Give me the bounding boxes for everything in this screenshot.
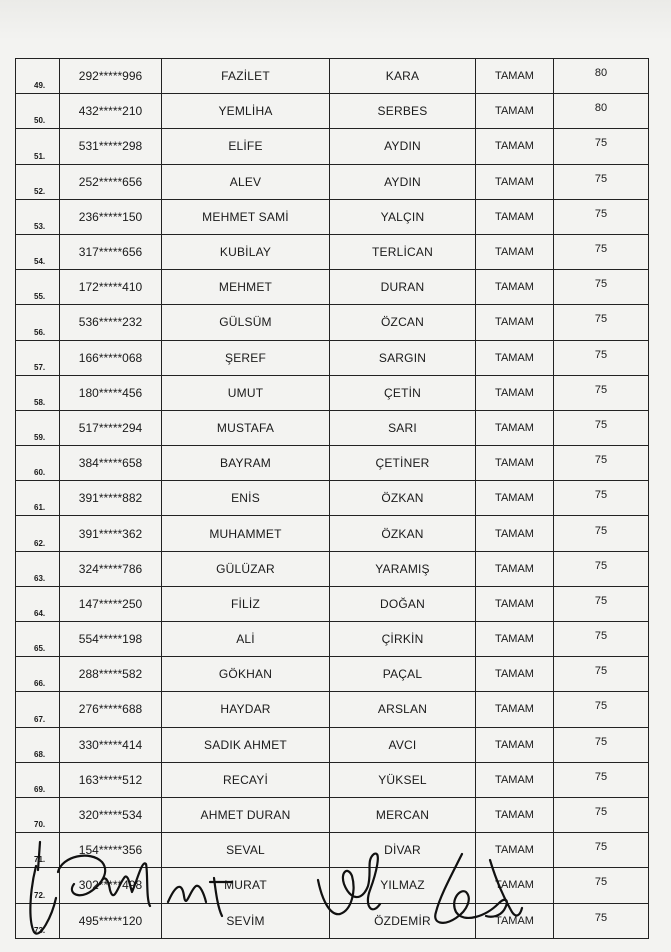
- name-cell: SEVAL: [162, 833, 330, 868]
- id-number-cell: 495*****120: [60, 903, 162, 938]
- row-number: 62.: [16, 516, 60, 551]
- row-number: 57.: [16, 340, 60, 375]
- surname-cell: ÇİRKİN: [330, 622, 476, 657]
- surname-cell: SARGIN: [330, 340, 476, 375]
- surname-cell: DURAN: [330, 270, 476, 305]
- name-cell: RECAYİ: [162, 762, 330, 797]
- status-cell: TAMAM: [476, 481, 554, 516]
- id-number-cell: 391*****362: [60, 516, 162, 551]
- status-cell: TAMAM: [476, 375, 554, 410]
- surname-cell: ÖZKAN: [330, 516, 476, 551]
- status-cell: TAMAM: [476, 833, 554, 868]
- score-cell: 75: [554, 622, 649, 657]
- row-number: 59.: [16, 410, 60, 445]
- signature-2: [318, 854, 380, 915]
- status-cell: TAMAM: [476, 59, 554, 94]
- id-number-cell: 166*****068: [60, 340, 162, 375]
- status-cell: TAMAM: [476, 903, 554, 938]
- id-number-cell: 384*****658: [60, 446, 162, 481]
- status-cell: TAMAM: [476, 516, 554, 551]
- score-cell: 75: [554, 797, 649, 832]
- surname-cell: PAÇAL: [330, 657, 476, 692]
- row-number: 70.: [16, 797, 60, 832]
- id-number-cell: 288*****582: [60, 657, 162, 692]
- score-cell: 75: [554, 305, 649, 340]
- status-cell: TAMAM: [476, 551, 554, 586]
- results-table: [15, 58, 649, 939]
- table-row: [16, 657, 649, 692]
- score-cell: 80: [554, 94, 649, 129]
- id-number-cell: 517*****294: [60, 410, 162, 445]
- name-cell: GÜLÜZAR: [162, 551, 330, 586]
- id-number-cell: 330*****414: [60, 727, 162, 762]
- name-cell: MEHMET SAMİ: [162, 199, 330, 234]
- status-cell: TAMAM: [476, 340, 554, 375]
- table-row: [16, 516, 649, 551]
- name-cell: ENİS: [162, 481, 330, 516]
- signature-1: [30, 842, 232, 934]
- score-cell: 75: [554, 833, 649, 868]
- signature-area: [0, 820, 671, 952]
- surname-cell: DİVAR: [330, 833, 476, 868]
- score-cell: 80: [554, 59, 649, 94]
- surname-cell: YALÇIN: [330, 199, 476, 234]
- status-cell: TAMAM: [476, 270, 554, 305]
- status-cell: TAMAM: [476, 129, 554, 164]
- score-cell: 75: [554, 551, 649, 586]
- score-cell: 75: [554, 481, 649, 516]
- surname-cell: AYDIN: [330, 129, 476, 164]
- row-number: 66.: [16, 657, 60, 692]
- name-cell: BAYRAM: [162, 446, 330, 481]
- score-cell: 75: [554, 234, 649, 269]
- name-cell: SEVİM: [162, 903, 330, 938]
- score-cell: 75: [554, 657, 649, 692]
- status-cell: TAMAM: [476, 622, 554, 657]
- table-row: [16, 551, 649, 586]
- table-row: [16, 481, 649, 516]
- status-cell: TAMAM: [476, 797, 554, 832]
- table-row: [16, 59, 649, 94]
- table-row: [16, 586, 649, 621]
- row-number: 58.: [16, 375, 60, 410]
- surname-cell: TERLİCAN: [330, 234, 476, 269]
- row-number: 60.: [16, 446, 60, 481]
- table-row: [16, 305, 649, 340]
- id-number-cell: 324*****786: [60, 551, 162, 586]
- table-row: [16, 446, 649, 481]
- id-number-cell: 317*****656: [60, 234, 162, 269]
- signatures-drawing: [0, 820, 671, 952]
- score-cell: 75: [554, 868, 649, 903]
- surname-cell: AVCI: [330, 727, 476, 762]
- name-cell: KUBİLAY: [162, 234, 330, 269]
- surname-cell: KARA: [330, 59, 476, 94]
- id-number-cell: 276*****688: [60, 692, 162, 727]
- id-number-cell: 554*****198: [60, 622, 162, 657]
- name-cell: HAYDAR: [162, 692, 330, 727]
- table-row: [16, 340, 649, 375]
- status-cell: TAMAM: [476, 199, 554, 234]
- table-row: [16, 234, 649, 269]
- surname-cell: ÖZDEMİR: [330, 903, 476, 938]
- row-number: 71.: [16, 833, 60, 868]
- score-cell: 75: [554, 516, 649, 551]
- surname-cell: DOĞAN: [330, 586, 476, 621]
- signature-3: [435, 854, 522, 923]
- row-number: 54.: [16, 234, 60, 269]
- id-number-cell: 236*****150: [60, 199, 162, 234]
- surname-cell: ÇETİNER: [330, 446, 476, 481]
- status-cell: TAMAM: [476, 692, 554, 727]
- row-number: 73.: [16, 903, 60, 938]
- table-row: [16, 199, 649, 234]
- name-cell: SADIK AHMET: [162, 727, 330, 762]
- name-cell: FİLİZ: [162, 586, 330, 621]
- status-cell: TAMAM: [476, 727, 554, 762]
- surname-cell: ÖZCAN: [330, 305, 476, 340]
- status-cell: TAMAM: [476, 94, 554, 129]
- status-cell: TAMAM: [476, 762, 554, 797]
- surname-cell: SARI: [330, 410, 476, 445]
- status-cell: TAMAM: [476, 410, 554, 445]
- id-number-cell: 147*****250: [60, 586, 162, 621]
- score-cell: 75: [554, 410, 649, 445]
- id-number-cell: 391*****882: [60, 481, 162, 516]
- status-cell: TAMAM: [476, 164, 554, 199]
- name-cell: UMUT: [162, 375, 330, 410]
- row-number: 61.: [16, 481, 60, 516]
- id-number-cell: 432*****210: [60, 94, 162, 129]
- status-cell: TAMAM: [476, 586, 554, 621]
- row-number: 50.: [16, 94, 60, 129]
- surname-cell: AYDIN: [330, 164, 476, 199]
- score-cell: 75: [554, 446, 649, 481]
- name-cell: MUSTAFA: [162, 410, 330, 445]
- score-cell: 75: [554, 762, 649, 797]
- row-number: 72.: [16, 868, 60, 903]
- status-cell: TAMAM: [476, 868, 554, 903]
- name-cell: GÜLSÜM: [162, 305, 330, 340]
- table-row: [16, 375, 649, 410]
- id-number-cell: 536*****232: [60, 305, 162, 340]
- row-number: 63.: [16, 551, 60, 586]
- id-number-cell: 252*****656: [60, 164, 162, 199]
- score-cell: 75: [554, 375, 649, 410]
- row-number: 55.: [16, 270, 60, 305]
- name-cell: ALİ: [162, 622, 330, 657]
- surname-cell: MERCAN: [330, 797, 476, 832]
- status-cell: TAMAM: [476, 234, 554, 269]
- row-number: 69.: [16, 762, 60, 797]
- table-row: [16, 762, 649, 797]
- table-row: [16, 270, 649, 305]
- surname-cell: ÇETİN: [330, 375, 476, 410]
- row-number: 49.: [16, 59, 60, 94]
- name-cell: GÖKHAN: [162, 657, 330, 692]
- score-cell: 75: [554, 129, 649, 164]
- table-row: [16, 622, 649, 657]
- surname-cell: ARSLAN: [330, 692, 476, 727]
- id-number-cell: 320*****534: [60, 797, 162, 832]
- id-number-cell: 172*****410: [60, 270, 162, 305]
- table-row: [16, 692, 649, 727]
- table-row: [16, 410, 649, 445]
- row-number: 53.: [16, 199, 60, 234]
- name-cell: FAZİLET: [162, 59, 330, 94]
- id-number-cell: 163*****512: [60, 762, 162, 797]
- name-cell: MURAT: [162, 868, 330, 903]
- name-cell: MUHAMMET: [162, 516, 330, 551]
- page-top-edge: [0, 0, 671, 40]
- name-cell: AHMET DURAN: [162, 797, 330, 832]
- status-cell: TAMAM: [476, 657, 554, 692]
- surname-cell: ÖZKAN: [330, 481, 476, 516]
- row-number: 56.: [16, 305, 60, 340]
- name-cell: ELİFE: [162, 129, 330, 164]
- row-number: 64.: [16, 586, 60, 621]
- score-cell: 75: [554, 903, 649, 938]
- status-cell: TAMAM: [476, 446, 554, 481]
- score-cell: 75: [554, 164, 649, 199]
- id-number-cell: 292*****996: [60, 59, 162, 94]
- score-cell: 75: [554, 692, 649, 727]
- id-number-cell: 180*****456: [60, 375, 162, 410]
- score-cell: 75: [554, 270, 649, 305]
- row-number: 65.: [16, 622, 60, 657]
- name-cell: ŞEREF: [162, 340, 330, 375]
- row-number: 68.: [16, 727, 60, 762]
- table-row: [16, 94, 649, 129]
- row-number: 67.: [16, 692, 60, 727]
- table-row: [16, 164, 649, 199]
- row-number: 51.: [16, 129, 60, 164]
- id-number-cell: 302*****498: [60, 868, 162, 903]
- name-cell: MEHMET: [162, 270, 330, 305]
- name-cell: YEMLİHA: [162, 94, 330, 129]
- name-cell: ALEV: [162, 164, 330, 199]
- status-cell: TAMAM: [476, 305, 554, 340]
- surname-cell: YILMAZ: [330, 868, 476, 903]
- surname-cell: YARAMIŞ: [330, 551, 476, 586]
- table-row: [16, 129, 649, 164]
- score-cell: 75: [554, 586, 649, 621]
- table-row: [16, 727, 649, 762]
- results-table-body: [16, 59, 649, 939]
- score-cell: 75: [554, 727, 649, 762]
- surname-cell: YÜKSEL: [330, 762, 476, 797]
- surname-cell: SERBES: [330, 94, 476, 129]
- id-number-cell: 154*****356: [60, 833, 162, 868]
- row-number: 52.: [16, 164, 60, 199]
- id-number-cell: 531*****298: [60, 129, 162, 164]
- score-cell: 75: [554, 199, 649, 234]
- score-cell: 75: [554, 340, 649, 375]
